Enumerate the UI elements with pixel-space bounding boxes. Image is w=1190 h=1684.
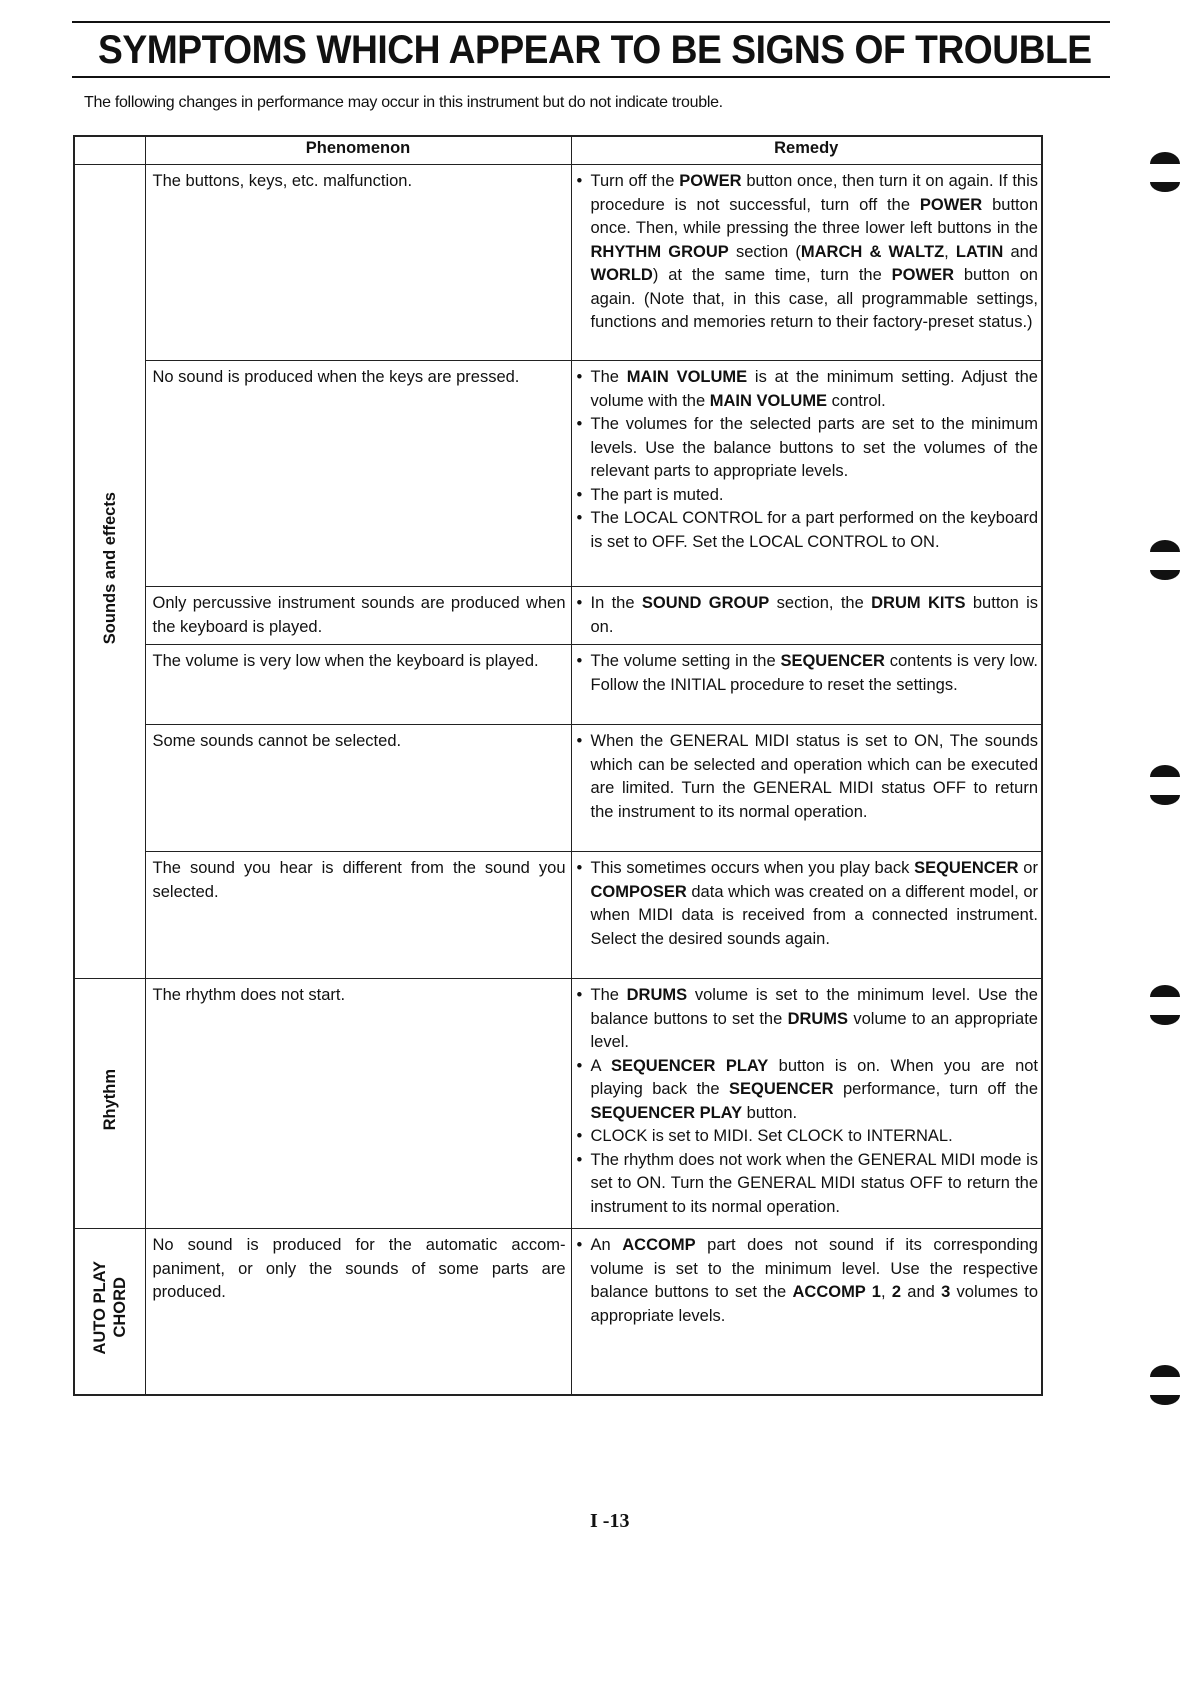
remedy-item: • The LOCAL CONTROL for a part performed on the keyboard is set to OFF. Set the LOCAL CONTROL to ON.: [576, 509, 1038, 551]
remedy-header: Remedy: [571, 136, 1042, 165]
remedy-cell: [571, 725, 1042, 852]
bullet-icon: •: [576, 732, 583, 750]
header-row: [74, 136, 1042, 165]
bullet-icon: •: [576, 509, 583, 527]
remedy-item: • In the SOUND GROUP section, the DRUM KITS button is on.: [576, 594, 1039, 636]
table-row: [74, 1229, 1042, 1395]
category-label: Sounds and effects: [100, 491, 119, 644]
remedy-item: • The part is muted.: [572, 484, 1039, 508]
table-row: [74, 645, 1042, 725]
table-row: [74, 979, 1042, 1229]
table-row: [74, 725, 1042, 852]
remedy-item: • CLOCK is set to MIDI. Set CLOCK to INTERNAL.: [572, 1125, 1039, 1149]
title-rule: [72, 76, 1110, 78]
intro-text: The following changes in performance may occur in this instrument but do not indicate trouble.: [84, 94, 723, 111]
remedy-cell: [571, 645, 1042, 725]
bullet-icon: •: [576, 594, 583, 612]
remedy-cell: [571, 1229, 1042, 1395]
remedy-cell: [571, 165, 1042, 361]
phenomenon-cell: The rhythm does not start.: [145, 979, 571, 1229]
remedy-item: • The volumes for the selected parts are set to the minimum levels. Use the balance buttons to set the volumes of the relevant parts to appropriate levels.: [576, 415, 1038, 480]
phenomenon-cell: The buttons, keys, etc. malfunction.: [145, 165, 571, 361]
table-row: [74, 361, 1042, 587]
phenomenon-cell: No sound is produced for the automatic accom-paniment, or only the sounds of some parts are produced.: [145, 1229, 571, 1395]
category-auto-play-chord: [74, 1229, 145, 1395]
bullet-icon: •: [576, 172, 583, 190]
bullet-icon: •: [576, 986, 583, 1004]
remedy-item: • The DRUMS volume is set to the minimum level. Use the balance buttons to set the DRUMS volume to an appropriate level.: [576, 986, 1038, 1051]
remedy-item: • When the GENERAL MIDI status is set to ON, The sounds which can be selected and operation which can be executed are limited. Turn the GENERAL MIDI status OFF to return the instrument to its normal operation.: [576, 732, 1038, 821]
bullet-icon: •: [576, 485, 583, 504]
remedy-item: • The MAIN VOLUME is at the minimum setting. Adjust the volume with the MAIN VOLUME control.: [576, 368, 1038, 410]
phenomenon-cell: Only percussive instrument sounds are produced when the keyboard is played.: [145, 587, 571, 645]
top-rule: [72, 21, 1110, 23]
bullet-icon: •: [576, 1236, 583, 1254]
remedy-item: • A SEQUENCER PLAY button is on. When you are not playing back the SEQUENCER performance, turn off the SEQUENCER PLAY button.: [576, 1056, 1039, 1122]
bullet-icon: •: [576, 415, 583, 433]
binder-marker-icon: [1146, 152, 1182, 192]
phenomenon-header: Phenomenon: [145, 136, 571, 165]
binder-marker-icon: [1146, 540, 1182, 580]
remedy-item: • The rhythm does not work when the GENERAL MIDI mode is set to ON. Turn the GENERAL MIDI status OFF to return the instrument to its normal operation.: [576, 1150, 1038, 1216]
bullet-icon: •: [576, 1056, 583, 1075]
phenomenon-cell: No sound is produced when the keys are pressed.: [145, 361, 571, 587]
binder-marker-icon: [1146, 985, 1182, 1025]
remedy-item: • The volume setting in the SEQUENCER contents is very low. Follow the INITIAL procedure to reset the settings.: [576, 652, 1038, 694]
remedy-cell: [571, 587, 1042, 645]
category-label: Rhythm: [100, 1069, 119, 1131]
remedy-cell: [571, 852, 1042, 979]
category-rhythm: [74, 979, 145, 1229]
table-row: [74, 852, 1042, 979]
phenomenon-cell: The sound you hear is different from the sound you selected.: [145, 852, 571, 979]
table-row: [74, 165, 1042, 361]
page-title: SYMPTOMS WHICH APPEAR TO BE SIGNS OF TROUBLE: [98, 28, 1092, 72]
bullet-icon: •: [576, 1150, 583, 1169]
trouble-table: [73, 135, 1043, 1396]
binder-marker-icon: [1146, 765, 1182, 805]
bullet-icon: •: [576, 1127, 583, 1145]
page-number: I -13: [590, 1510, 630, 1532]
category-header: [74, 136, 145, 165]
bullet-icon: •: [576, 652, 583, 670]
table-row: [74, 587, 1042, 645]
bullet-icon: •: [576, 368, 583, 386]
remedy-item: • This sometimes occurs when you play back SEQUENCER or COMPOSER data which was created on a different model, or when MIDI data is received from a connected instrument. Select the desired sounds again.: [576, 859, 1038, 948]
category-label: AUTO PLAY CHORD: [90, 1260, 129, 1355]
remedy-cell: [571, 361, 1042, 587]
bullet-icon: •: [576, 859, 583, 877]
phenomenon-cell: The volume is very low when the keyboard is played.: [145, 645, 571, 725]
phenomenon-cell: Some sounds cannot be selected.: [145, 725, 571, 852]
remedy-item: • Turn off the POWER button once, then turn it on again. If this procedure is not successful, turn off the POWER button once. Then, while pressing the three lower left buttons in the RHYTHM GROUP section (MARCH & WALTZ, LATIN and WORLD) at the same time, turn the POWER button on again. (Note that, in this case, all programmable settings, functions and memories return to their factory-preset status.): [576, 172, 1038, 331]
remedy-cell: [571, 979, 1042, 1229]
binder-marker-icon: [1146, 1365, 1182, 1405]
category-sounds-and-effects: [74, 165, 145, 979]
remedy-item: • An ACCOMP part does not sound if its corresponding volume is set to the minimum level. Use the respective balance buttons to set the ACCOMP 1, 2 and 3 volumes to appropriate levels.: [576, 1236, 1039, 1325]
